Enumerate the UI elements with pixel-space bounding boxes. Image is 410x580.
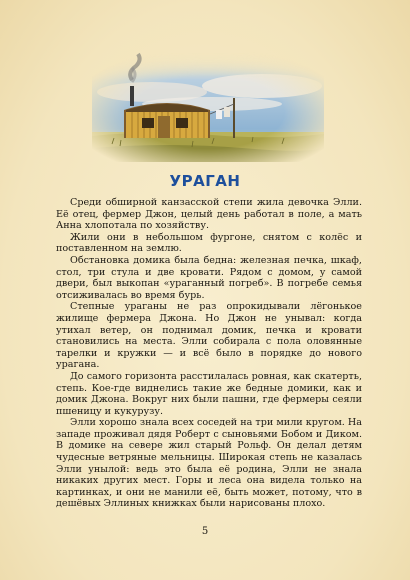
paragraph: Степные ураганы не раз опрокидывали лёгонькое жилище фермера Джона. Но Джон не унывал: когда утихал ветер, он поднимал домик, печка и кровати становились на места. Элли собирала с пола оловянные тарелки и кружки — и всё было в порядке до нового урагана. [56,301,362,371]
chapter-body [56,197,362,510]
caravan-wagon-illustration [92,52,324,162]
paragraph: До самого горизонта расстилалась ровная, как скатерть, степь. Кое-где виднелись такие же бедные домики, как и домик Джона. Вокруг них были пашни, где фермеры сеяли пшеницу и кукурузу. [56,370,362,417]
paragraph: Среди обширной канзасской степи жила девочка Элли. Её отец, фермер Джон, целый день работал в поле, а мать Анна хлопотала по хозяйству. [56,197,362,232]
paragraph: Обстановка домика была бедна: железная печка, шкаф, стол, три стула и две кровати. Рядом с домом, у самой двери, был выкопан «ураганный погреб». В погребе семья отсиживалась во время бурь. [56,254,362,301]
paragraph: Элли хорошо знала всех соседей на три мили кругом. На западе проживал дядя Роберт с сыновьями Бобом и Диком. В домике на севере жил старый Рольф. Он делал детям чудесные ветряные мельницы. Широкая степь не казалась Элли унылой: ведь это была её родина, Элли не знала никаких других мест. Горы и леса она видела только на картинках, и они не манили её, быть может, потому, что в дешёвых Эллиных книжках были нарисованы плохо. [56,417,362,510]
paragraph: Жили они в небольшом фургоне, снятом с колёс и поставленном на землю. [56,231,362,255]
chapter-title: УРАГАН [169,172,241,190]
page-number: 5 [201,526,209,537]
